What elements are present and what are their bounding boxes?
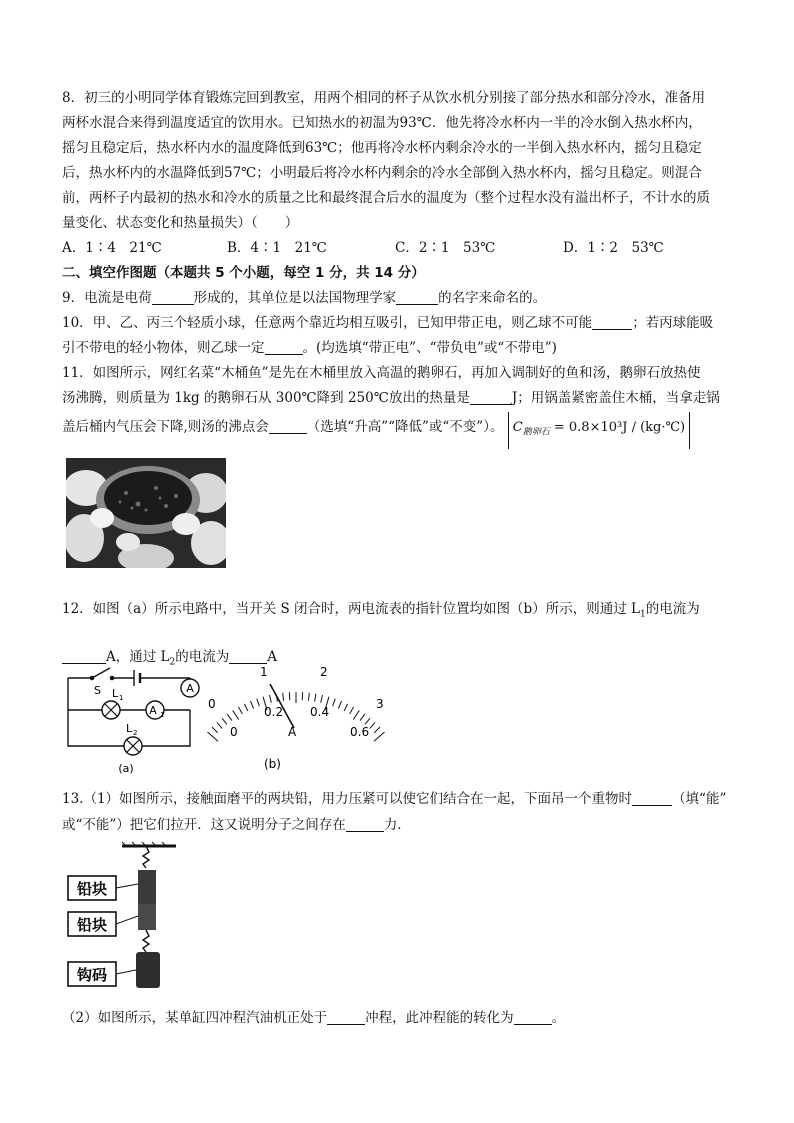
answer-blank[interactable] — [514, 1009, 552, 1025]
q13-text: 或“不能”）把它们拉开．这又说明分子之间存在 — [62, 817, 346, 833]
answer-blank[interactable] — [152, 289, 194, 305]
dial-tick — [239, 707, 243, 714]
q12-text: 的电流为 — [175, 648, 230, 665]
dial-tick — [353, 710, 359, 719]
answer-blank[interactable] — [269, 418, 307, 434]
q11-text: 盖后桶内气压会下降,则汤的沸点会 — [62, 419, 269, 435]
dial-top-label: 1 — [260, 665, 268, 679]
l2-sub: 2 — [133, 729, 138, 737]
q12-text: A，通过 L — [106, 648, 170, 665]
dial-tick — [360, 714, 365, 721]
dial-tick — [257, 699, 260, 707]
dial-tick — [344, 704, 347, 711]
option-d[interactable]: D．1∶2 53℃ — [563, 240, 664, 256]
switch-label: S — [94, 684, 101, 697]
answer-blank[interactable] — [470, 389, 512, 405]
option-b[interactable]: B．4∶1 21℃ — [227, 240, 327, 256]
ammeter-a1-sub: 1 — [160, 711, 165, 719]
q8-line: 量变化、状态变化和热量损失）（ ） — [62, 215, 299, 231]
q13-text: 13.（1）如图所示，接触面磨平的两块铅，用力压紧可以使它们结合在一起，下面吊一个重物时 — [62, 791, 633, 807]
exam-page — [62, 86, 734, 449]
q11-text: （选填“升高”“降低”或“不变”）。 — [306, 419, 504, 435]
wooden-bucket-fish-photo — [66, 458, 226, 568]
label-hook-weight: 钩码 — [76, 966, 108, 984]
q13-text: 。 — [551, 1010, 566, 1026]
dial-tick — [338, 701, 341, 708]
formula-subscript: 鹅卵石 — [522, 427, 550, 438]
dial-tick — [333, 699, 336, 707]
dial-tick — [350, 707, 354, 714]
question-9 — [62, 286, 734, 311]
l1-sub: 1 — [119, 694, 124, 702]
dial-tick — [222, 718, 227, 724]
specific-heat-formula — [508, 412, 690, 449]
dial-top-label: 2 — [320, 665, 328, 679]
q10-text: 。(均选填“带正电”、“带负电”或“不带电”) — [302, 340, 557, 356]
l1-label: L — [112, 687, 119, 700]
question-10 — [62, 311, 734, 361]
dial-tick — [365, 718, 370, 724]
answer-blank[interactable] — [592, 314, 632, 330]
dial-bottom-label: 0.6 — [350, 725, 370, 739]
q8-line: 摇匀且稳定后，热水杯内水的温度降低到63℃；他再将冷水杯内剩余冷水的一半倒入热水杯内，摇匀且稳定 — [62, 140, 702, 156]
subscript: 2 — [169, 657, 176, 668]
dial-tick — [270, 695, 272, 703]
dial-tick — [321, 695, 323, 703]
q8-line: 前，两杯子内最初的热水和冷水的质量之比和最终混合后水的温度为（整个过程水没有溢出杯子，不计水的质 — [62, 190, 710, 206]
q10-text: 引不带电的轻小物体，则乙球一定 — [62, 340, 265, 356]
dial-tick — [374, 732, 385, 741]
circuit-diagram — [62, 660, 212, 778]
q9-text: 的名字来命名的。 — [438, 290, 547, 306]
question-13 — [62, 786, 734, 838]
answer-blank[interactable] — [327, 1009, 365, 1025]
ammeter-a1-label: A — [149, 704, 157, 717]
lead-blocks-figure — [66, 840, 176, 1000]
option-c[interactable]: C．2∶1 53℃ — [395, 240, 496, 256]
question-13-part-2 — [62, 1006, 734, 1031]
subscript: 1 — [639, 609, 646, 620]
q9-text: 9．电流是电荷 — [62, 290, 152, 306]
lead-block-1 — [138, 870, 156, 904]
question-8 — [62, 86, 734, 236]
label-lead-block: 铅块 — [76, 880, 108, 898]
lamp-l2 — [124, 737, 142, 755]
option-a[interactable]: A．1∶4 21℃ — [62, 240, 162, 256]
hook-weight — [136, 952, 160, 988]
ammeter-dial — [200, 660, 390, 778]
q13-text: 冲程，此冲程能的转化为 — [365, 1010, 514, 1026]
dial-tick — [283, 693, 284, 701]
label-lead-block: 铅块 — [76, 916, 108, 934]
dial-tick — [374, 727, 380, 733]
q12-text: A — [267, 648, 277, 665]
dial-tick — [251, 701, 254, 708]
section-heading: 二、填空作图题（本题共 5 个小题，每空 1 分，共 14 分） — [62, 265, 425, 281]
answer-blank[interactable] — [396, 289, 438, 305]
answer-blank[interactable] — [632, 790, 672, 806]
answer-blank[interactable] — [346, 816, 384, 832]
q9-text: 形成的，其单位是以法国物理学家 — [193, 290, 397, 306]
dial-top-label: 3 — [376, 697, 384, 711]
q12-text: 的电流为 — [645, 601, 700, 617]
q8-options — [62, 236, 734, 261]
dial-tick — [370, 722, 375, 728]
dial-tick — [233, 710, 239, 719]
dial-top-label: 0 — [208, 697, 216, 711]
q10-text: 10．甲、乙、丙三个轻质小球，任意两个靠近均相互吸引，已知甲带正电，则乙球不可能 — [62, 315, 593, 331]
dial-tick — [308, 693, 309, 701]
answer-blank[interactable] — [265, 339, 303, 355]
formula-symbol: C — [512, 420, 523, 435]
question-11 — [62, 361, 734, 449]
q11-text: 11．如图所示，网红名菜“木桶鱼”是先在木桶里放入高温的鹅卵石，再加入调制好的鱼和汤，鹅卵石放热使 — [62, 365, 701, 381]
q13-text: 力． — [383, 817, 411, 833]
q8-line: 后，热水杯内的水温降低到57℃；小明最后将冷水杯内剩余的冷水全部倒入热水杯内，摇匀且稳定。则混合 — [62, 165, 702, 181]
q13-text: （2）如图所示，某单缸四冲程汽油机正处于 — [62, 1010, 328, 1026]
q12-text: 12．如图（a）所示电路中，当开关 S 闭合时，两电流表的指针位置均如图（b）所示，则通过 L — [62, 601, 640, 617]
q8-line: 两杯水混合来得到温度适宜的饮用水。已知热水的初温为93℃．他先将冷水杯内一半的冷水倒入热水杯内， — [62, 115, 702, 131]
dial-unit: A — [288, 725, 297, 739]
dial-bottom-label: 0 — [230, 725, 238, 739]
dial-bottom-label: 0.2 — [264, 705, 284, 719]
formula-value: = 0.8×10³J / (kg·℃) — [553, 420, 686, 435]
figure-caption-a: (a) — [118, 762, 134, 775]
dial-tick — [244, 704, 247, 711]
q11-text: J；用锅盖紧密盖住木桶，当拿走锅 — [511, 390, 720, 406]
dial-tick — [217, 722, 222, 728]
ammeter-a-label: A — [186, 682, 194, 695]
dial-tick — [227, 714, 232, 721]
dial-tick — [315, 694, 316, 702]
dial-bottom-label: 0.4 — [310, 705, 330, 719]
lead-block-2 — [138, 904, 156, 930]
q8-line: 8．初三的小明同学体育锻炼完回到教室，用两个相同的杯子从饮水机分别接了部分热水和部分冷水，准备用 — [62, 90, 706, 106]
dial-tick — [212, 727, 218, 733]
dial-tick — [207, 732, 218, 741]
q10-text: ；若丙球能吸 — [632, 315, 714, 331]
q11-text: 汤沸腾，则质量为 1kg 的鹅卵石从 300℃降到 250℃放出的热量是 — [62, 390, 470, 406]
lamp-l1 — [102, 701, 120, 719]
q13-text: （填“能” — [672, 791, 727, 807]
figure-caption-b: (b) — [264, 757, 281, 771]
l2-label: L — [126, 722, 133, 735]
